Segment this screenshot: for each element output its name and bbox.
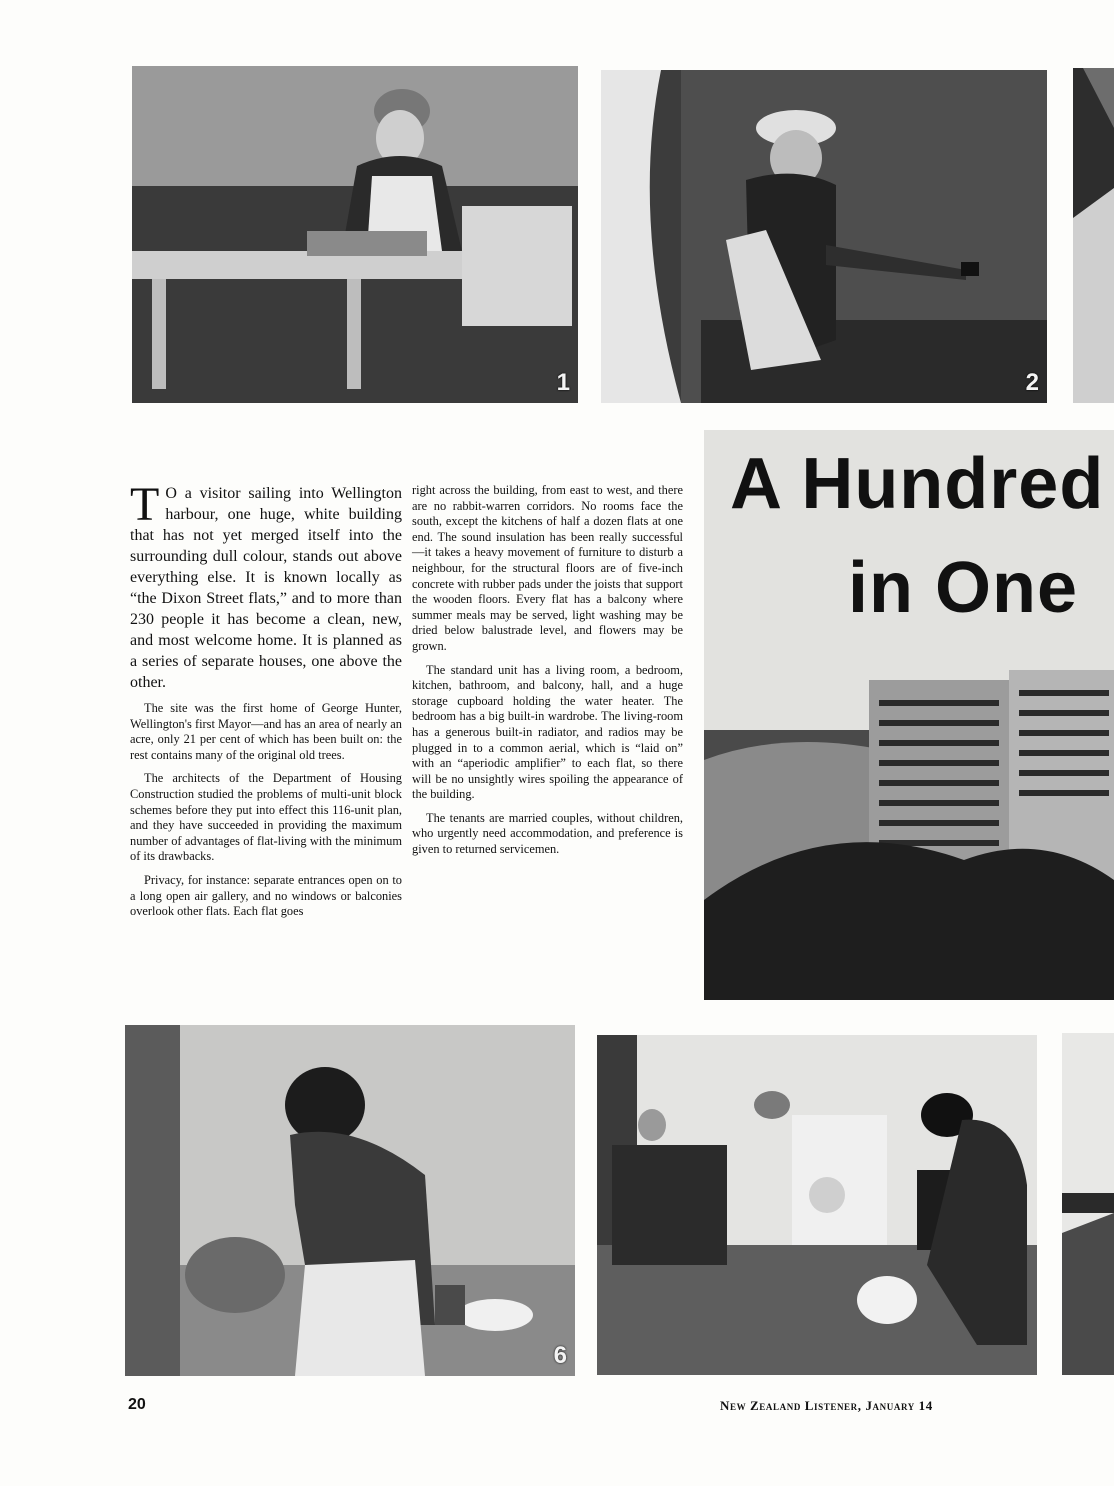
page-number: 20 — [128, 1396, 146, 1413]
article-paragraph — [130, 478, 402, 693]
photo-cropped-balcony-illustration — [1073, 68, 1114, 403]
article-paragraph: right across the building, from east to west, and there are no rabbit-warren corridors. No rooms face the south, except the kitchens of half a dozen flats at one end. The sound insulation has been really successful—it takes a heavy movement of furniture to disturb a neighbour, for the structural floors are of five-inch concrete with rubber pads under the joists that support the wooden floors. Every flat has a balcony where summer meals may be served, light washing may be dried below balustrade level, and flowers may be grown. — [412, 483, 683, 653]
headline-line-2: in One — [848, 548, 1079, 628]
paragraph-text: O a visitor sailing into Wellington harbour, one huge, white building that has not yet merged itself into the surrounding dull colour, stands out above everything else. It is known locally as “the Dixon Street flats,” and to more than 230 people it has become a clean, new, and most welcome home. It is planned as a series of separate houses, one above the other. — [130, 485, 402, 691]
headline-line-1: A Hundred — [730, 444, 1105, 524]
article-column-2 — [412, 483, 683, 866]
photo-number: 2 — [1025, 369, 1039, 396]
article-paragraph: Privacy, for instance: separate entrances open on to a long open air gallery, and no windows or balconies overlook other flats. Each flat goes — [130, 872, 402, 919]
article-column-1 — [130, 478, 402, 928]
photo-carpenter-workbench — [132, 66, 578, 403]
photo-cropped-balcony — [1073, 68, 1114, 403]
photo-number: 6 — [553, 1342, 567, 1369]
photo-painter-illustration — [601, 70, 1047, 403]
article-paragraph: The site was the first home of George Hunter, Wellington's first Mayor—and has an area of nearly an acre, only 21 per cent of which has been built on: the rest contains many of the original old trees. — [130, 701, 402, 762]
photo-number: 1 — [556, 369, 570, 396]
article-paragraph: The architects of the Department of Housing Construction studied the problems of multi-unit block schemes before they put into effect this 116-unit plan, and they have succeeded in providing the maximum number of advantages of flat-living with the minimum of its drawbacks. — [130, 771, 402, 864]
photo-cropped-room — [1062, 1033, 1114, 1375]
article-paragraph: The tenants are married couples, without children, who urgently need accommodation, and preference is given to returned servicemen. — [412, 810, 683, 857]
photo-cropped-room-illustration — [1062, 1033, 1114, 1375]
photo-woman-kitchen — [125, 1025, 575, 1376]
photo-carpenter-illustration — [132, 66, 578, 403]
photo-painter-wall — [601, 70, 1047, 403]
photo-living-room-illustration — [597, 1035, 1037, 1375]
magazine-footer: New Zealand Listener, January 14 — [720, 1398, 933, 1413]
article-paragraph: The standard unit has a living room, a bedroom, kitchen, bathroom, and balcony, hall, and a huge storage cupboard holding the water heater. The bedroom has a big built-in wardrobe. The living-room has a generous built-in radiator, and radios may be plugged in to a common aerial, which is “laid on” with an “aperiodic amplifier” to each flat, so there will be no unsightly wires spoiling the appearance of the building. — [412, 662, 683, 802]
photo-kitchen-illustration — [125, 1025, 575, 1376]
photo-living-room-radio — [597, 1035, 1037, 1375]
drop-cap: T — [130, 478, 160, 531]
